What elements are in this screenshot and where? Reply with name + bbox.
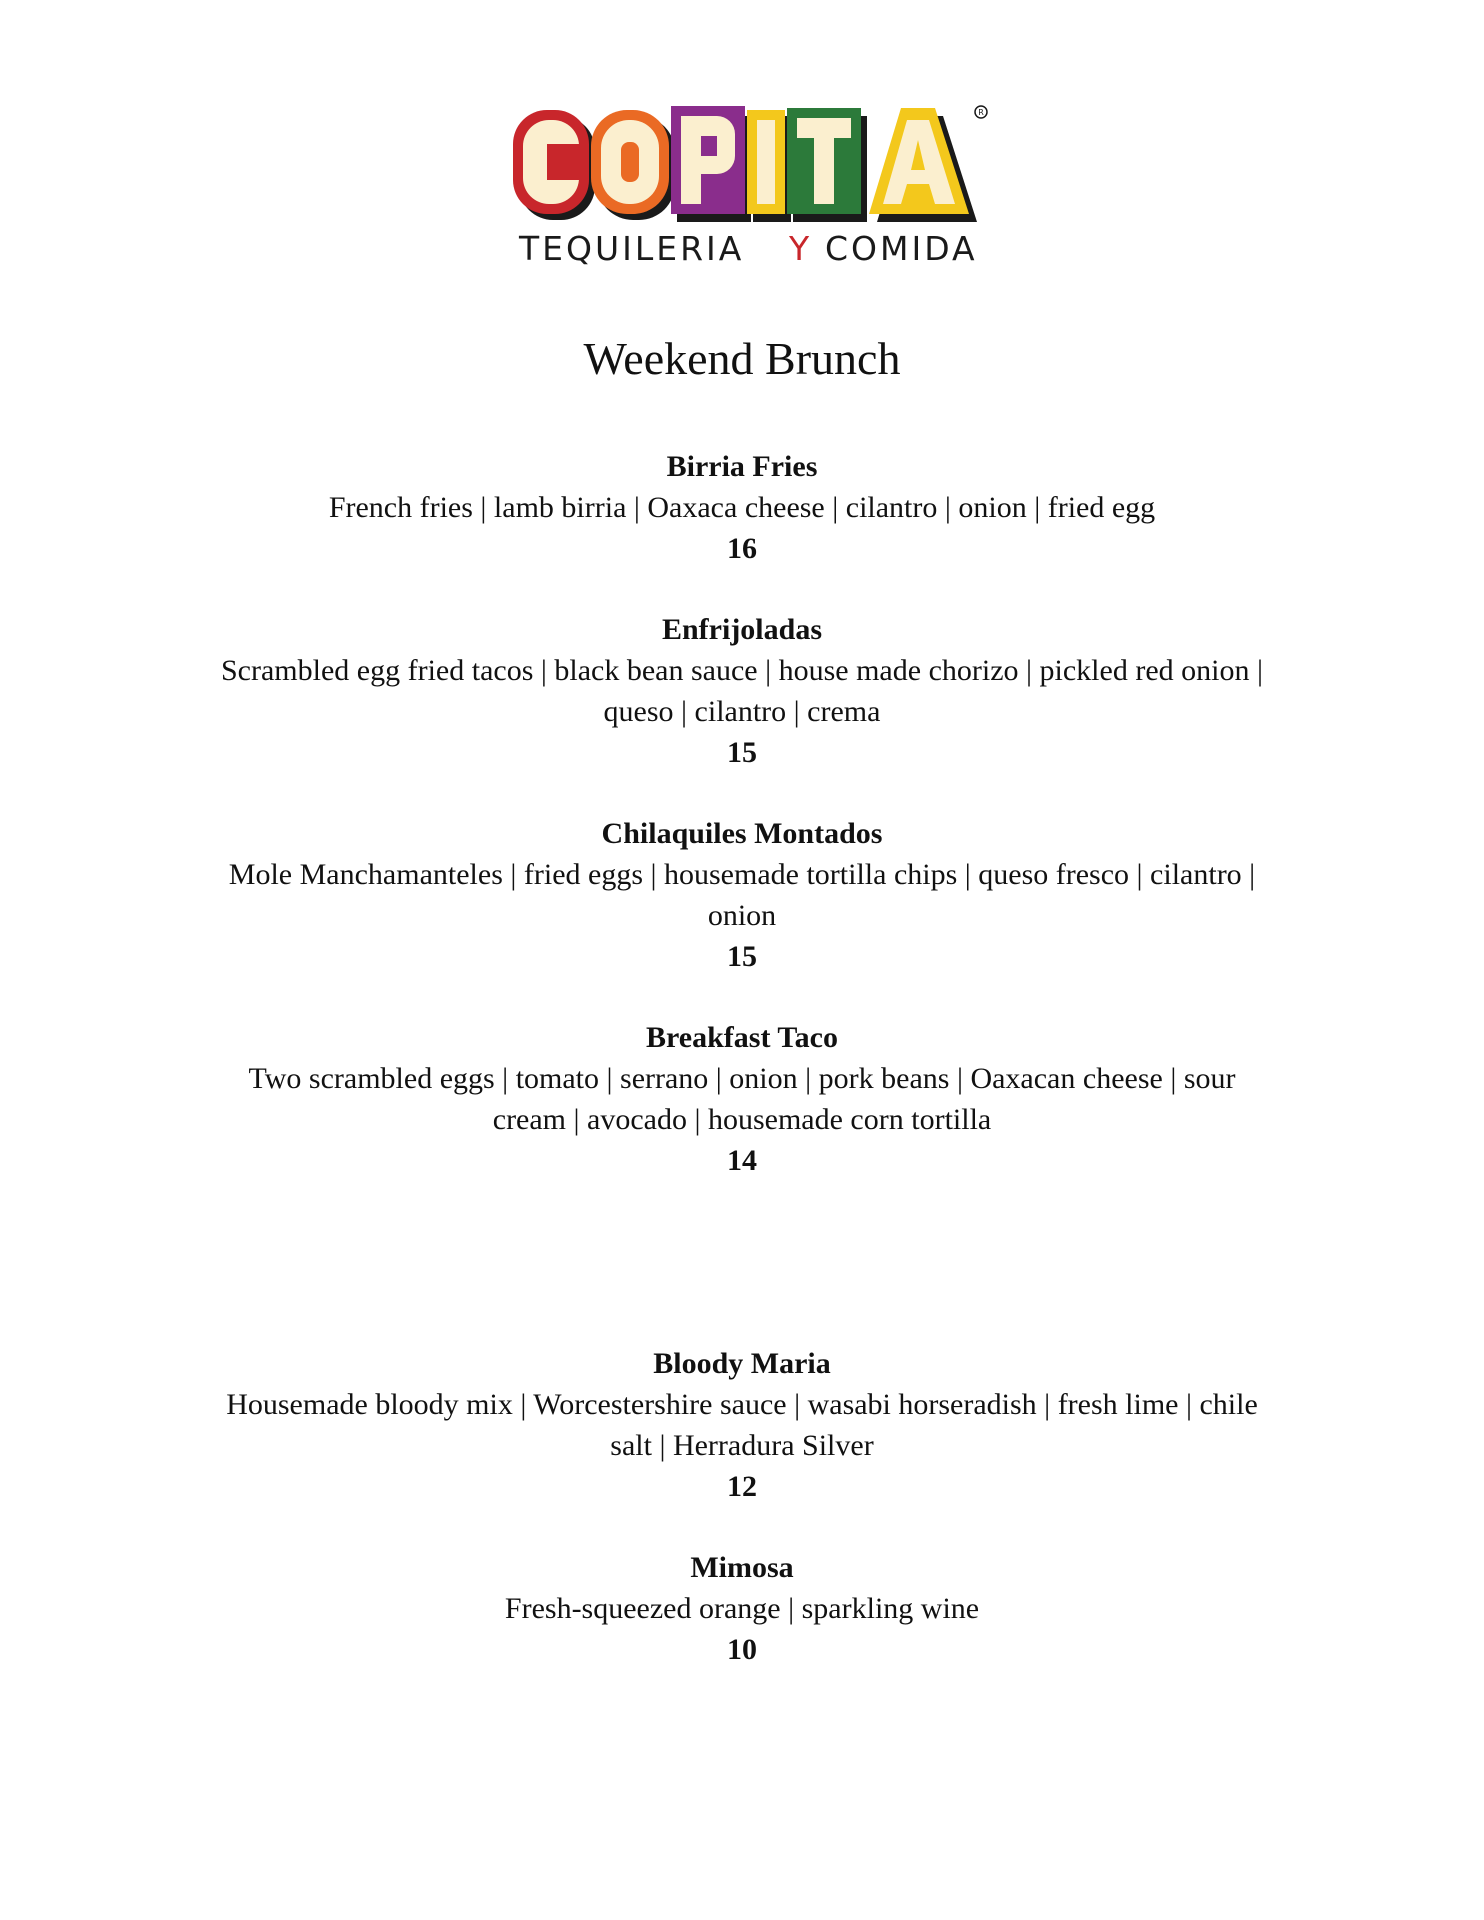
item-description: Housemade bloody mix | Worcestershire sauce | wasabi horseradish | fresh lime | chile xyxy=(226,1388,1258,1421)
item-description: cream | avocado | housemade corn tortilla xyxy=(492,1103,992,1136)
item-description: queso | cilantro | crema xyxy=(603,695,881,728)
item-name: Mimosa xyxy=(690,1551,794,1584)
page-title: Weekend Brunch xyxy=(583,333,901,384)
menu-item xyxy=(170,1547,1314,1670)
item-description: Fresh-squeezed orange | sparkling wine xyxy=(504,1592,980,1625)
item-description: onion xyxy=(707,899,777,932)
item-description: Mole Manchamanteles | fried eggs | housemade tortilla chips | queso fresco | cilantro | xyxy=(228,858,1256,891)
item-price: 16 xyxy=(727,532,757,565)
item-price: 15 xyxy=(727,940,757,973)
item-description: French fries | lamb birria | Oaxaca cheese | cilantro | onion | fried egg xyxy=(328,491,1156,524)
item-description: Two scrambled eggs | tomato | serrano | onion | pork beans | Oaxacan cheese | sour xyxy=(248,1062,1236,1095)
item-description: salt | Herradura Silver xyxy=(610,1429,874,1462)
menu-item xyxy=(170,1343,1314,1507)
logo-tagline-left: TEQUILERIA xyxy=(519,229,745,268)
item-price: 10 xyxy=(727,1633,757,1666)
copita-logo-graphic xyxy=(505,100,1001,290)
item-name: Breakfast Taco xyxy=(646,1021,838,1054)
menu-item xyxy=(170,446,1314,569)
item-name: Chilaquiles Montados xyxy=(601,817,883,850)
menu-item xyxy=(170,813,1314,977)
copita-logo xyxy=(505,100,1001,290)
item-price: 14 xyxy=(727,1144,757,1177)
item-name: Bloody Maria xyxy=(653,1347,831,1380)
item-description: Scrambled egg fried tacos | black bean sauce | house made chorizo | pickled red onion | xyxy=(221,654,1263,687)
svg-text:R: R xyxy=(978,108,984,117)
item-name: Enfrijoladas xyxy=(661,613,823,646)
item-name: Birria Fries xyxy=(666,450,818,483)
item-price: 15 xyxy=(727,736,757,769)
menu-item xyxy=(170,1017,1314,1181)
menu-item xyxy=(170,609,1314,773)
item-price: 12 xyxy=(727,1470,757,1503)
logo-tagline-mid: Y xyxy=(789,229,810,268)
logo-tagline-right: COMIDA xyxy=(825,229,978,268)
